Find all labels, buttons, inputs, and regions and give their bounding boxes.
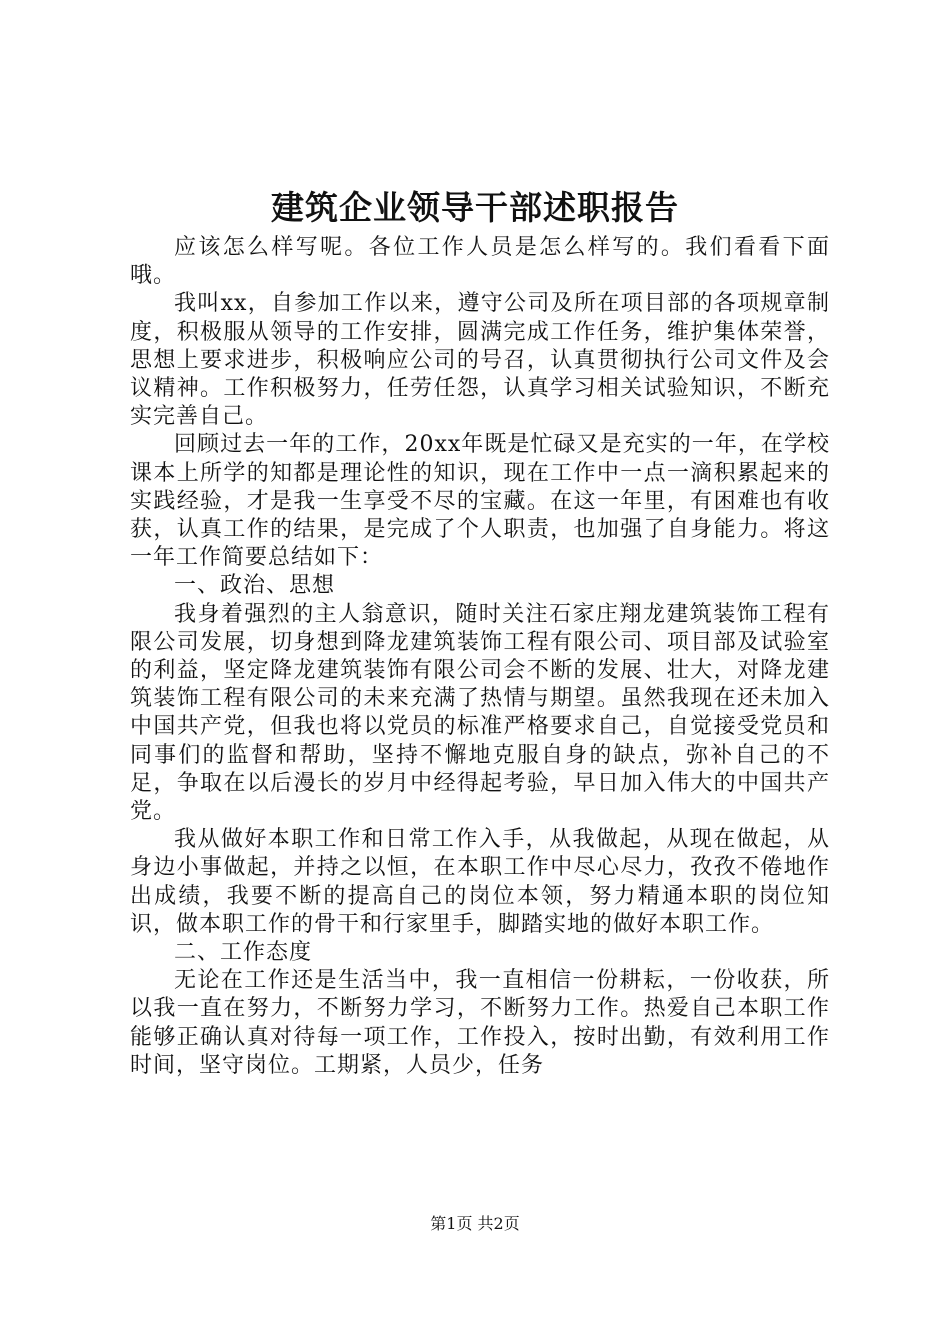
section-heading-attitude: 二、工作态度 [174,940,313,966]
section-heading-politics: 一、政治、思想 [174,573,336,599]
paragraph-year-review: 回顾过去一年的工作，20xx年既是忙碌又是充实的一年，在学校课本上所学的知都是理论性的知识，现在工作中一点一滴积累起来的实践经验，才是我一生享受不尽的宝藏。在这一年里，有困难也有收获，认真工作的结果，是完成了个人职责，也加强了自身能力。将这一年工作简要总结如下： [130,432,830,571]
paragraph-self-introduction: 我叫xx，自参加工作以来，遵守公司及所在项目部的各项规章制度，积极服从领导的工作安排，圆满完成工作任务，维护集体荣誉，思想上要求进步，积极响应公司的号召，认真贯彻执行公司文件及会议精神。工作积极努力，任劳任怨，认真学习相关试验知识，不断充实完善自己。 [130,291,830,430]
paragraph-intro: 应该怎么样写呢。各位工作人员是怎么样写的。我们看看下面哦。 [130,235,830,289]
paragraph-politics: 我身着强烈的主人翁意识，随时关注石家庄翔龙建筑装饰工程有限公司发展，切身想到降龙建筑装饰工程有限公司、项目部及试验室的利益，坚定降龙建筑装饰有限公司会不断的发展、壮大，对降龙建筑装饰工程有限公司的未来充满了热情与期望。虽然我现在还未加入中国共产党，但我也将以党员的标准严格要求自己，自觉接受党员和同事们的监督和帮助，坚持不懈地克服自身的缺点，弥补自己的不足，争取在以后漫长的岁月中经得起考验，早日加入伟大的中国共产党。 [130,601,830,825]
document-body [130,234,830,1080]
paragraph-duty: 我从做好本职工作和日常工作入手，从我做起，从现在做起，从身边小事做起，并持之以恒，在本职工作中尽心尽力，孜孜不倦地作出成绩，我要不断的提高自己的岗位本领，努力精通本职的岗位知识，做本职工作的骨干和行家里手，脚踏实地的做好本职工作。 [130,827,830,937]
page-number-footer: 第1页 共2页 [430,1214,520,1233]
document-title: 建筑企业领导干部述职报告 [271,188,679,227]
paragraph-attitude: 无论在工作还是生活当中，我一直相信一份耕耘，一份收获，所以我一直在努力，不断努力学习，不断努力工作。热爱自己本职工作能够正确认真对待每一项工作，工作投入，按时出勤，有效利用工作时间，坚守岗位。工期紧，人员少，任务 [130,968,830,1078]
